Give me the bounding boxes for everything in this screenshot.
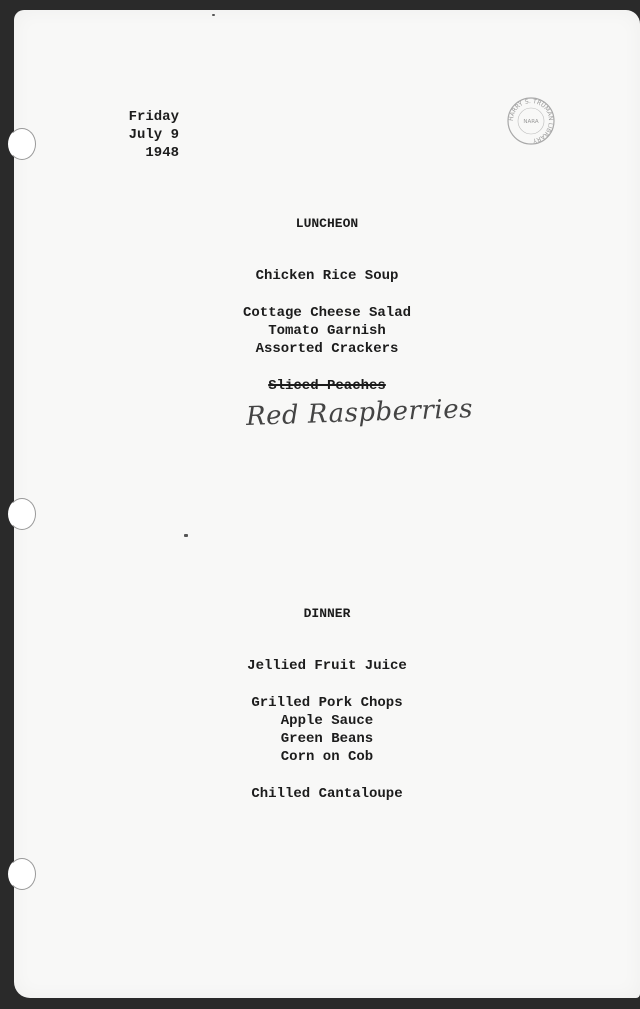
luncheon-section [14,216,640,395]
dinner-section [14,606,640,803]
dinner-cantaloupe: Chilled Cantaloupe [251,786,403,802]
dinner-apple-sauce: Apple Sauce [280,713,374,729]
binder-hole-bottom [8,858,36,890]
luncheon-struck-dessert: Sliced Peaches [268,378,386,394]
dinner-corn: Corn on Cob [280,749,374,765]
dinner-pork-chops: Grilled Pork Chops [251,695,403,711]
binder-hole-middle [8,498,36,530]
luncheon-heading: LUNCHEON [295,216,359,231]
menu-date [69,108,179,162]
luncheon-salad: Cottage Cheese Salad [242,305,412,321]
luncheon-garnish: Tomato Garnish [268,323,386,339]
dinner-juice: Jellied Fruit Juice [247,658,407,674]
luncheon-soup: Chicken Rice Soup [255,268,399,284]
paper-speck [184,534,188,537]
menu-page [14,10,640,998]
binder-hole-top [8,128,36,160]
date-year: 1948 [145,145,179,161]
dinner-green-beans: Green Beans [280,731,374,747]
stamp-ring-text: HARRY S. TRUMAN LIBRARY [507,97,555,144]
stamp-center-text: NARA [523,119,539,125]
date-day: Friday [128,109,179,125]
paper-speck [212,14,215,16]
handwritten-dessert: Red Raspberries [245,394,474,432]
luncheon-crackers: Assorted Crackers [255,341,399,357]
archive-stamp [506,96,556,146]
dinner-heading: DINNER [303,606,351,621]
date-month-day: July 9 [128,127,179,143]
